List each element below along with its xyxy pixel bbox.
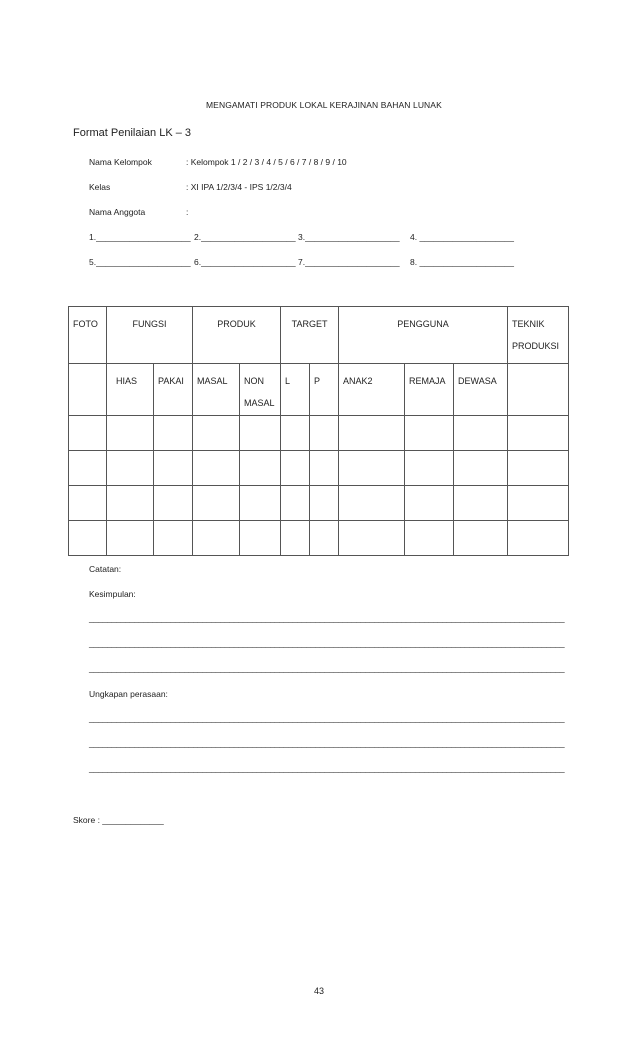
table-cell[interactable] xyxy=(454,416,508,451)
table-cell[interactable] xyxy=(281,521,310,556)
member-blank-7: 7.____________________ xyxy=(298,257,400,267)
table-cell[interactable] xyxy=(107,486,154,521)
class-value: : XI IPA 1/2/3/4 - IPS 1/2/3/4 xyxy=(186,182,292,192)
sub-hias: HIAS xyxy=(107,364,154,416)
sub-dewasa: DEWASA xyxy=(454,364,508,416)
table-cell[interactable] xyxy=(107,521,154,556)
header-produk: PRODUK xyxy=(193,307,281,364)
table-row xyxy=(69,416,569,451)
table-row xyxy=(69,521,569,556)
member-blank-4: 4. ____________________ xyxy=(410,232,514,242)
conclusion-line-1[interactable]: _________________________________________________________________________________________________________ xyxy=(89,613,565,623)
table-cell[interactable] xyxy=(339,451,405,486)
table-subheader-row xyxy=(69,364,569,416)
class-label: Kelas xyxy=(89,182,111,192)
header-target: TARGET xyxy=(281,307,339,364)
table-cell[interactable] xyxy=(405,521,454,556)
table-cell[interactable] xyxy=(193,521,240,556)
sub-masal: MASAL xyxy=(193,364,240,416)
header-foto: FOTO xyxy=(69,307,107,364)
table-cell[interactable] xyxy=(310,451,339,486)
table-cell[interactable] xyxy=(193,416,240,451)
header-teknik-produksi: TEKNIK PRODUKSI xyxy=(508,307,569,364)
table-cell[interactable] xyxy=(454,451,508,486)
table-row xyxy=(69,486,569,521)
page-number: 43 xyxy=(314,986,325,996)
member-blank-5: 5.____________________ xyxy=(89,257,191,267)
document-subtitle: Format Penilaian LK – 3 xyxy=(73,127,192,139)
table-cell[interactable] xyxy=(154,416,193,451)
table-cell[interactable] xyxy=(69,451,107,486)
table-cell[interactable] xyxy=(193,451,240,486)
table-cell[interactable] xyxy=(405,451,454,486)
table-cell[interactable] xyxy=(339,416,405,451)
table-cell[interactable] xyxy=(154,486,193,521)
sub-l: L xyxy=(281,364,310,416)
score-field[interactable]: Skore : _____________ xyxy=(73,815,164,825)
conclusion-line-3[interactable]: _________________________________________________________________________________________________________ xyxy=(89,663,565,673)
group-name-value: : Kelompok 1 / 2 / 3 / 4 / 5 / 6 / 7 / 8 / 9 / 10 xyxy=(186,157,347,167)
table-cell[interactable] xyxy=(310,416,339,451)
table-header-row xyxy=(69,307,569,364)
sub-remaja: REMAJA xyxy=(405,364,454,416)
sub-non-masal: NON MASAL xyxy=(240,364,281,416)
table-row xyxy=(69,451,569,486)
table-cell[interactable] xyxy=(107,416,154,451)
table-cell[interactable] xyxy=(310,521,339,556)
table-cell[interactable] xyxy=(405,486,454,521)
group-name-label: Nama Kelompok xyxy=(89,157,152,167)
header-pengguna: PENGGUNA xyxy=(339,307,508,364)
members-label: Nama Anggota xyxy=(89,207,146,217)
header-fungsi: FUNGSI xyxy=(107,307,193,364)
table-cell[interactable] xyxy=(240,416,281,451)
feelings-label: Ungkapan perasaan: xyxy=(89,689,168,699)
table-cell[interactable] xyxy=(508,451,569,486)
assessment-table xyxy=(68,306,569,556)
sub-teknik-empty xyxy=(508,364,569,416)
sub-foto-empty xyxy=(69,364,107,416)
table-cell[interactable] xyxy=(339,486,405,521)
table-cell[interactable] xyxy=(454,521,508,556)
table-cell[interactable] xyxy=(454,486,508,521)
conclusion-label: Kesimpulan: xyxy=(89,589,136,599)
conclusion-line-2[interactable]: _________________________________________________________________________________________________________ xyxy=(89,638,565,648)
sub-p: P xyxy=(310,364,339,416)
feelings-line-1[interactable]: _________________________________________________________________________________________________________ xyxy=(89,713,565,723)
feelings-line-2[interactable]: _________________________________________________________________________________________________________ xyxy=(89,738,565,748)
table-cell[interactable] xyxy=(240,521,281,556)
table-cell[interactable] xyxy=(508,521,569,556)
table-cell[interactable] xyxy=(240,486,281,521)
table-cell[interactable] xyxy=(154,451,193,486)
member-blank-8: 8. ____________________ xyxy=(410,257,514,267)
feelings-line-3[interactable]: _________________________________________________________________________________________________________ xyxy=(89,763,565,773)
table-cell[interactable] xyxy=(281,486,310,521)
member-blank-3: 3.____________________ xyxy=(298,232,400,242)
document-title: MENGAMATI PRODUK LOKAL KERAJINAN BAHAN LUNAK xyxy=(206,100,442,110)
table-cell[interactable] xyxy=(405,416,454,451)
table-cell[interactable] xyxy=(310,486,339,521)
table-cell[interactable] xyxy=(281,451,310,486)
table-cell[interactable] xyxy=(107,451,154,486)
table-cell[interactable] xyxy=(193,486,240,521)
member-blank-1: 1.____________________ xyxy=(89,232,191,242)
table-cell[interactable] xyxy=(508,486,569,521)
table-cell[interactable] xyxy=(69,416,107,451)
table-cell[interactable] xyxy=(69,521,107,556)
table-cell[interactable] xyxy=(154,521,193,556)
member-blank-6: 6.____________________ xyxy=(194,257,296,267)
table-cell[interactable] xyxy=(281,416,310,451)
table-cell[interactable] xyxy=(508,416,569,451)
members-value: : xyxy=(186,207,189,217)
notes-label: Catatan: xyxy=(89,564,122,574)
sub-pakai: PAKAI xyxy=(154,364,193,416)
table-cell[interactable] xyxy=(339,521,405,556)
table-cell[interactable] xyxy=(69,486,107,521)
sub-anak: ANAK2 xyxy=(339,364,405,416)
table-cell[interactable] xyxy=(240,451,281,486)
member-blank-2: 2.____________________ xyxy=(194,232,296,242)
